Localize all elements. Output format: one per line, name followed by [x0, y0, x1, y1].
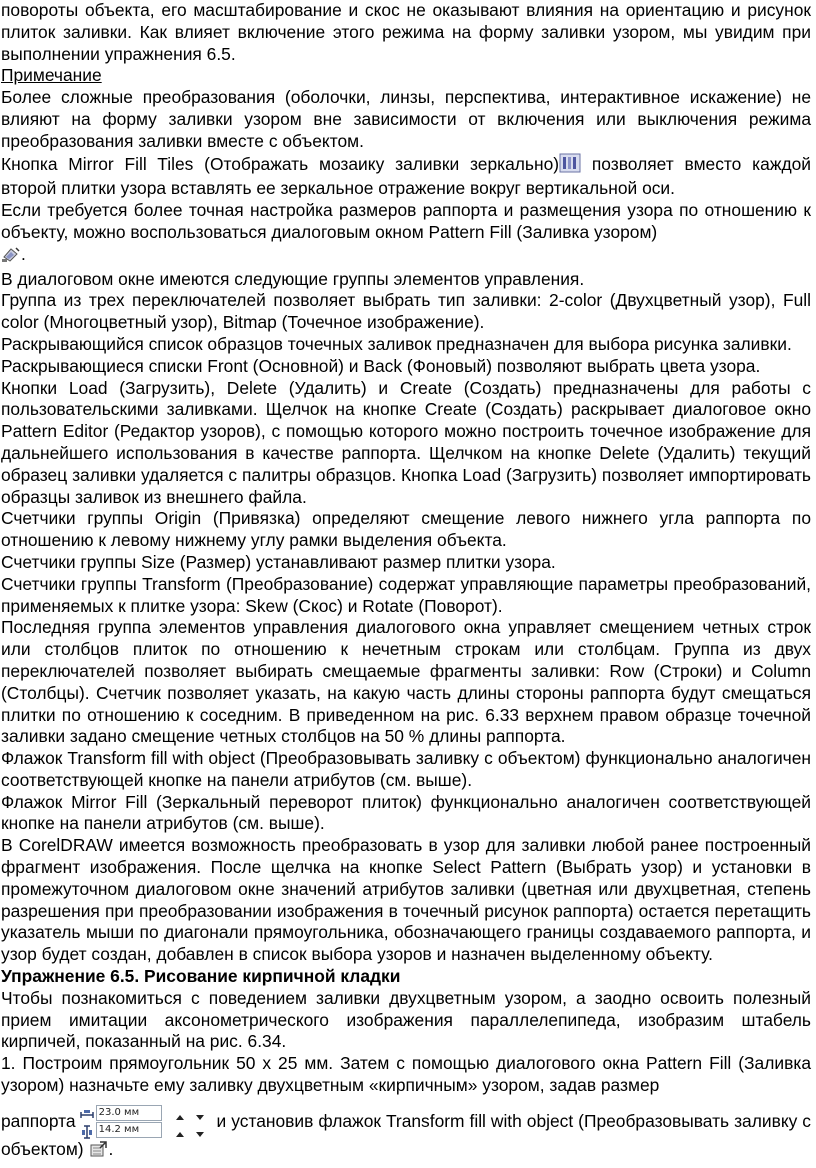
paragraph-5: Группа из трех переключателей позволяет выбрать тип заливки: 2-color (Двухцветный узор), Full color (Многоцветный узор), Bitmap (Точечное изображение).	[1, 290, 811, 333]
paragraph-3-start: Если требуется более точная настройка размеров раппорта и размещения узора по отношению к объекту, можно воспользоваться диалоговым окном Pattern Fill (Заливка узором)	[1, 200, 811, 242]
paragraph-16: Чтобы познакомиться с поведением заливки двухцветным узором, а заодно освоить полезный прием имитации аксонометрического изображения параллелепипеда, изобразим штабель кирпичей, показанный на рис. 6.34.	[1, 987, 811, 1052]
tile-height-value[interactable]: 14.2 мм	[96, 1122, 162, 1138]
paragraph-17-middle: и установив флажок Transform fill with object (Преобразовывать заливку с объектом)	[1, 1110, 811, 1159]
exercise-heading-text: Упражнение 6.5. Рисование кирпичной кладки	[1, 966, 401, 987]
paragraph-2	[1, 153, 811, 201]
mirror-fill-tiles-icon	[559, 153, 581, 179]
paragraph-3-end: .	[21, 243, 26, 264]
tile-width-stepper[interactable]	[170, 1107, 210, 1119]
tile-width-spinner	[78, 1105, 210, 1121]
note-heading	[1, 65, 811, 87]
paragraph-15: В CorelDRAW имеется возможность преобразовать в узор для заливки любой ранее построенный фрагмент изображения. После щелчка на кнопке Select Pattern (Выбрать узор) и установки в промежуточном диалоговом окне значений атрибутов заливки (цветная или двухцветная, степень разрешения при преобразовании изображения в точечный рисунок раппорта) остается перетащить указатель мыши по диагонали прямоугольника, обозначающего границы создаваемого раппорта, и узор будет создан, добавлен в список выбора узоров и назначен выделенному объекту.	[1, 835, 811, 965]
paragraph-13: Флажок Transform fill with object (Преобразовывать заливку с объектом) функционально аналогичен соответствующей кнопке на панели атрибутов (см. выше).	[1, 748, 811, 790]
paragraph-6: Раскрывающийся список образцов точечных заливок предназначен для выбора рисунка заливки.	[1, 333, 792, 354]
paragraph-17-end: .	[108, 1138, 114, 1159]
tile-size-spinners	[78, 1103, 210, 1139]
paragraph-2-end: позволяет вместо каждой второй плитки узора вставлять ее зеркальное отражение вокруг вертикальной оси.	[1, 153, 811, 199]
paragraph-2-start: Кнопка Mirror Fill Tiles (Отображать мозаику заливки зеркально)	[1, 153, 560, 174]
pattern-fill-dialog-icon	[1, 245, 21, 269]
paragraph-7: Раскрывающиеся списки Front (Основной) и Back (Фоновый) позволяют выбрать цвета узора.	[1, 355, 761, 376]
paragraph-17-line-2	[1, 1103, 811, 1164]
paragraph-11: Счетчики группы Transform (Преобразование) содержат управляющие параметры преобразований, применяемых к плитке узора: Skew (Скос) и Rotate (Поворот).	[1, 573, 811, 616]
paragraph-9: Счетчики группы Origin (Привязка) определяют смещение левого нижнего угла раппорта по отношению к левому нижнему углу рамки выделения объекта.	[1, 508, 811, 551]
paragraph-3	[1, 200, 811, 268]
paragraph-12: Последняя группа элементов управления диалогового окна управляет смещением четных строк или столбцов плиток по отношению к нечетным строкам или столбцам. Группа из двух переключателей позволяет выбирать смещаемые фрагменты заливки: Row (Строки) и Column (Столбцы). Счетчик позволяет указать, на какую часть длины стороны раппорта будут смещаться плитки по отношению к соседним. В приведенном на рис. 6.33 верхнем правом образце точечной заливки задано смещение четных столбцов на 50 % длины раппорта.	[1, 617, 811, 747]
note-heading-text: Примечание	[1, 65, 102, 86]
paragraph-10: Счетчики группы Size (Размер) устанавливают размер плитки узора.	[1, 551, 556, 572]
paragraph-0: повороты объекта, его масштабирование и скос не оказывают влияния на ориентацию и рисунок плиток заливки. Как влияет включение этого режима на форму заливки узором, мы увидим при выполнении упражнения 6.5.	[1, 0, 811, 64]
tile-height-icon	[80, 1123, 94, 1137]
transform-fill-with-object-icon	[88, 1140, 108, 1164]
tile-width-value[interactable]: 23.0 мм	[96, 1105, 162, 1121]
tile-width-icon	[80, 1106, 94, 1120]
tile-height-stepper[interactable]	[170, 1124, 210, 1136]
paragraph-17-line-1: 1. Построим прямоугольник 50 x 25 мм. Затем с помощью диалогового окна Pattern Fill (Заливка узором) назначьте ему заливку двухцветным «кирпичным» узором, задав размер	[1, 1053, 811, 1096]
paragraph-8: Кнопки Load (Загрузить), Delete (Удалить) и Create (Создать) предназначены для работы с пользовательскими заливками. Щелчок на кнопке Create (Создать) раскрывает диалоговое окно Pattern Editor (Редактор узоров), с помощью которого можно построить точечное изображение для дальнейшего использования в качестве раппорта. Щелчком на кнопке Delete (Удалить) текущий образец заливки удаляется с палитры образцов. Кнопка Load (Загрузить) позволяет импортировать образцы заливок из внешнего файла.	[1, 377, 811, 507]
paragraph-1: Более сложные преобразования (оболочки, линзы, перспектива, интерактивное искажение) не влияют на форму заливки узором вне зависимости от включения или выключения режима преобразования заливки вместе с объектом.	[1, 87, 811, 151]
paragraph-14: Флажок Mirror Fill (Зеркальный переворот плиток) функционально аналогичен соответствующей кнопке на панели атрибутов (см. выше).	[1, 791, 811, 834]
tile-height-spinner	[78, 1122, 210, 1138]
paragraph-17-start: раппорта	[1, 1110, 76, 1131]
paragraph-4: В диалоговом окне имеются следующие группы элементов управления.	[1, 268, 585, 289]
exercise-heading	[1, 966, 811, 988]
